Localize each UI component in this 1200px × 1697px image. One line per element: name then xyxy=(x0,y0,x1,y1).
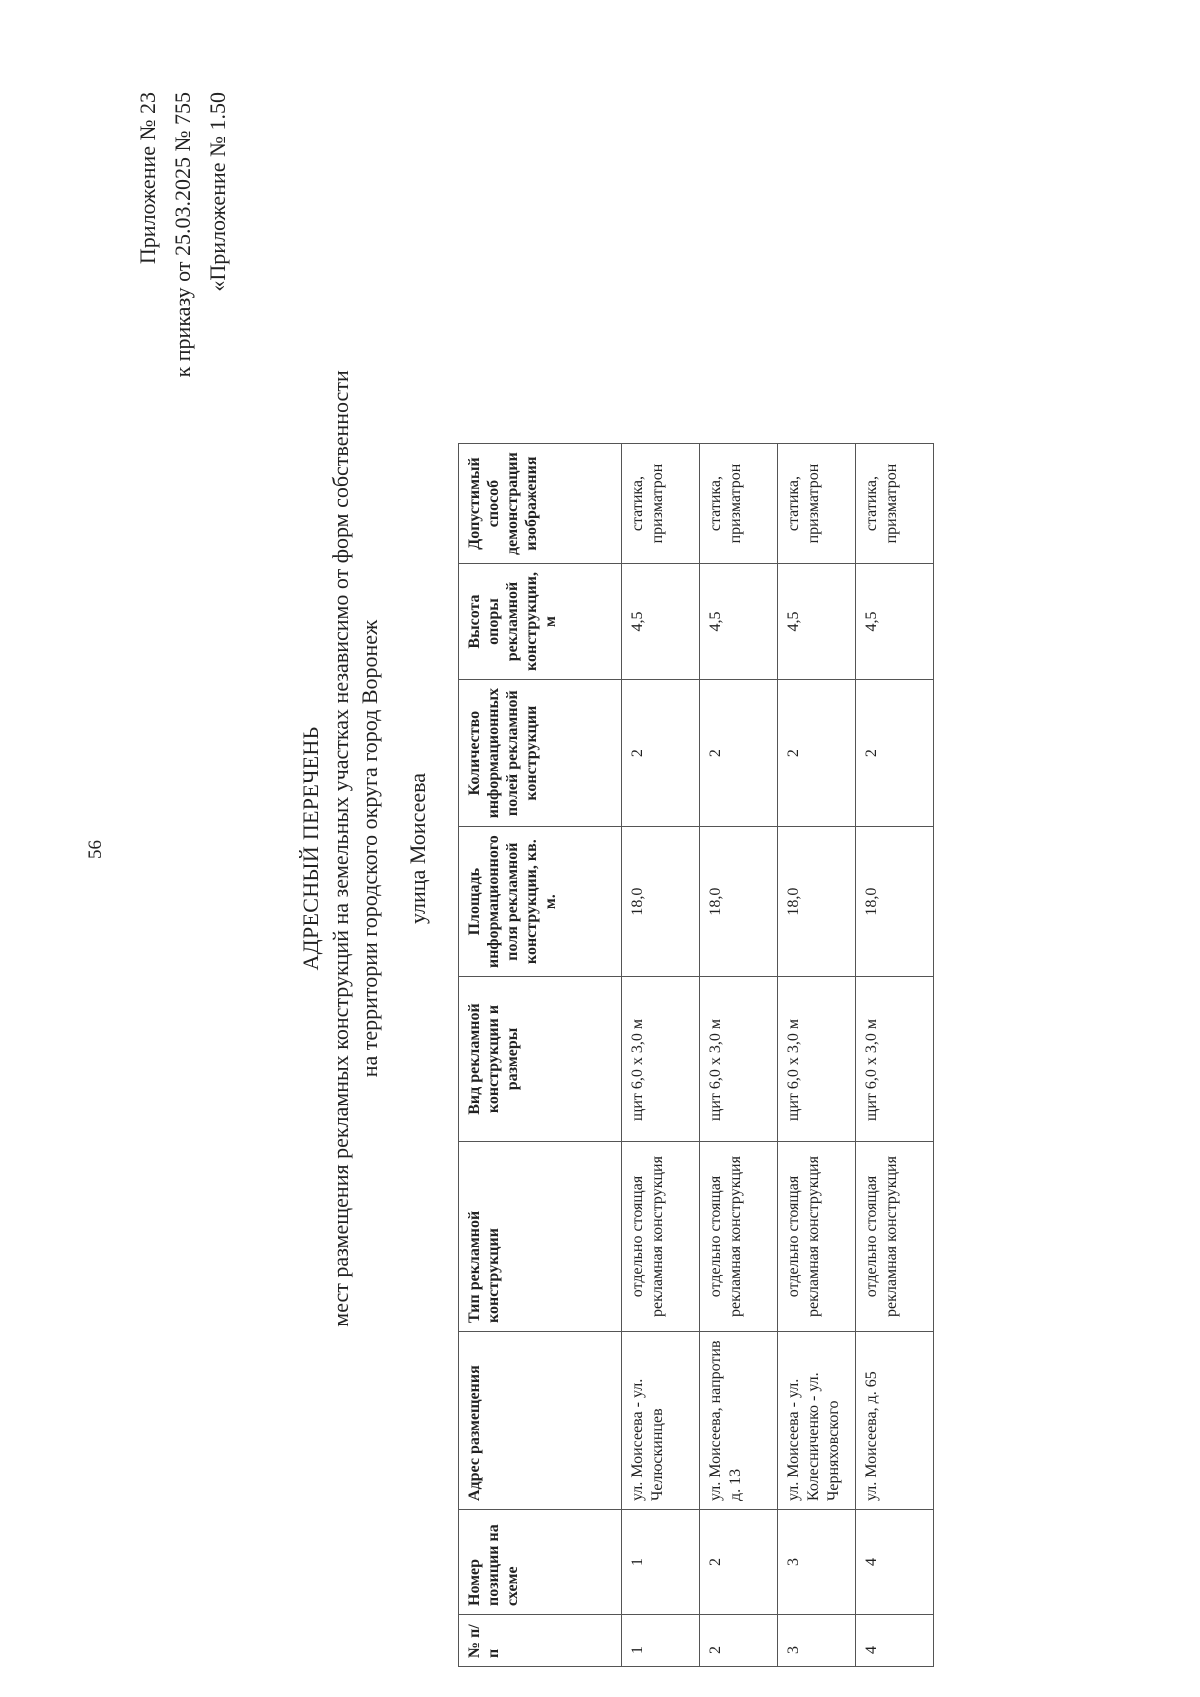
header-cell: Высота опоры рекламной конструкции, м xyxy=(459,564,622,680)
table-cell: отдельно стоящая рекламная конструкция xyxy=(622,1142,700,1332)
table-cell: 4,5 xyxy=(700,564,778,680)
header-cell: Тип рекламной конструкции xyxy=(459,1142,622,1332)
table-cell: отдельно стоящая рекламная конструкция xyxy=(778,1142,856,1332)
table-cell: 2 xyxy=(700,1615,778,1667)
table-cell: щит 6,0 х 3,0 м xyxy=(700,977,778,1142)
table-row xyxy=(856,444,934,1667)
table-cell: 3 xyxy=(778,1510,856,1615)
header-cell: № п/п xyxy=(459,1615,622,1667)
table-cell: ул. Моисеева, д. 65 xyxy=(856,1332,934,1510)
header-cell: Вид рекламной конструкции и размеры xyxy=(459,977,622,1142)
table-cell: 4 xyxy=(856,1615,934,1667)
header-cell: Допустимый способ демонстрации изображения xyxy=(459,444,622,564)
document-subtitle-2: на территории городского округа город Воронеж xyxy=(357,619,382,1078)
table-cell: 1 xyxy=(622,1510,700,1615)
table-cell: статика, призматрон xyxy=(778,444,856,564)
document-title: АДРЕСНЫЙ ПЕРЕЧЕНЬ xyxy=(298,726,323,971)
table-cell: 18,0 xyxy=(622,827,700,977)
table-cell: 4 xyxy=(856,1510,934,1615)
table-cell: щит 6,0 х 3,0 м xyxy=(622,977,700,1142)
table-cell: 2 xyxy=(622,679,700,826)
document-subtitle: мест размещения рекламных конструкций на земельных участках независимо от форм собственности xyxy=(328,370,353,1327)
table-cell: ул. Моисеева, напротив д. 13 xyxy=(700,1332,778,1510)
table-cell: 4,5 xyxy=(856,564,934,680)
header-cell: Количество информационных полей рекламной конструкции xyxy=(459,679,622,826)
table-cell: 18,0 xyxy=(856,827,934,977)
table-cell: 18,0 xyxy=(700,827,778,977)
header-cell: Номер позиции на схеме xyxy=(459,1510,622,1615)
table-cell: 2 xyxy=(700,679,778,826)
table-cell: 1 xyxy=(622,1615,700,1667)
table-cell: 2 xyxy=(700,1510,778,1615)
table-cell: щит 6,0 х 3,0 м xyxy=(856,977,934,1142)
table-row xyxy=(622,444,700,1667)
page-number: 56 xyxy=(85,840,106,859)
annex-line-2: к приказу от 25.03.2025 № 755 xyxy=(170,92,195,378)
table-row xyxy=(700,444,778,1667)
table-cell: 4,5 xyxy=(622,564,700,680)
header-cell: Адрес размещения xyxy=(459,1332,622,1510)
street-name: улица Моисеева xyxy=(405,772,430,925)
table-cell: 2 xyxy=(778,679,856,826)
table-header-row xyxy=(459,444,622,1667)
table-cell: ул. Моисеева - ул. Колесниченко - ул. Черняховского xyxy=(778,1332,856,1510)
annex-line-3: «Приложение № 1.50 xyxy=(205,92,230,292)
table-cell: 2 xyxy=(856,679,934,826)
table-cell: щит 6,0 х 3,0 м xyxy=(778,977,856,1142)
table-cell: 4,5 xyxy=(778,564,856,680)
address-table xyxy=(458,443,934,1667)
table-cell: статика, призматрон xyxy=(622,444,700,564)
annex-block xyxy=(130,92,235,612)
annex-line-1: Приложение № 23 xyxy=(135,92,160,265)
table-cell: отдельно стоящая рекламная конструкция xyxy=(700,1142,778,1332)
table-cell: статика, призматрон xyxy=(856,444,934,564)
table-cell: 3 xyxy=(778,1615,856,1667)
table-cell: ул. Моисеева - ул. Челюскинцев xyxy=(622,1332,700,1510)
table-cell: отдельно стоящая рекламная конструкция xyxy=(856,1142,934,1332)
table-cell: 18,0 xyxy=(778,827,856,977)
header-cell: Площадь информационного поля рекламной конструкции, кв. м. xyxy=(459,827,622,977)
table-row xyxy=(778,444,856,1667)
table-cell: статика, призматрон xyxy=(700,444,778,564)
